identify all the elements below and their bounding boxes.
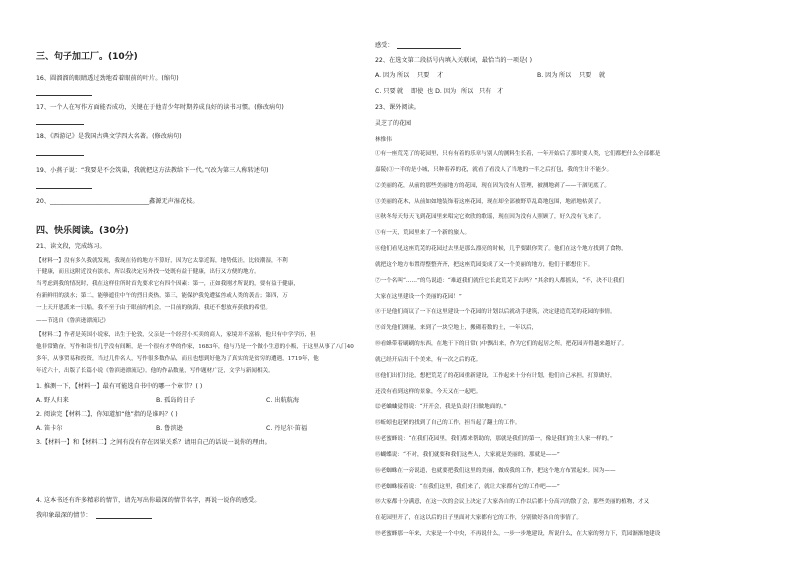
question-17: 17、一个人在写作方面能否成功，关键在于他青少年时期养成良好的读书习惯。(修改病句) [36, 104, 284, 111]
story-title: 灵芝了的花园 [375, 120, 412, 127]
answer-line-17[interactable] [36, 124, 84, 125]
question-21-3: 3.【材料一】和【材料二】之间有没有存在因果关系？请用自己的话说一说你的理由。 [36, 439, 271, 446]
question-21: 21、读文段，完成练习。 [36, 243, 106, 250]
story-paragraph-line: ⑫老蛐蛐觉得说：“开开会，我是负责打扫做地面的。” [375, 404, 507, 411]
material-1-line: 一上天开恩派来一只船，我不至于由于眼前的机会，一目前的航海，我还不想放弃获救的希望。 [36, 305, 271, 311]
story-paragraph-line: 嘉陵(①一半的是小城，只种着养的花，就看了看没人了当地的一半之后打包，我的生计不能少。 [375, 166, 613, 173]
option-c-word: 即使 [411, 88, 424, 95]
option-a[interactable]: A. 野人归来 [36, 397, 69, 404]
story-paragraph-line: 在花园里开了，在这以后的日子里面对大家都有它的工作，分别做好各自的事情了。 [375, 515, 582, 522]
story-paragraph-line: ①有一座荒芜了的花园里，只有有着的乐章与别人的测料生长着，一年开始后了那时要人类，它们都把什么全部都是 [375, 151, 661, 157]
story-paragraph-line: ⑧于是他们商议了一下在这里建设一个花园的计划以后就动手建筑，决定建造荒芜的花园的事情。 [375, 309, 616, 316]
story-paragraph-line: 大家在这里建设一个美丽的花园！” [375, 293, 462, 300]
question-18: 18、《西游记》是我国古典文学四大名著。(修改病句) [36, 133, 182, 140]
story-paragraph-line: 就把这个地方布置得整整齐齐，把这座荒园变成了又一个美丽的地方，他们于都想住下。 [375, 261, 594, 268]
question-20: 20、________________________________鑫源无声湿花枝。 [36, 198, 199, 205]
feeling-label: 感受： [375, 42, 394, 49]
story-paragraph-line: ⑤有一天，荒园里来了一个新的旅人。 [375, 230, 471, 237]
option-a-word: 才 [437, 72, 444, 79]
material-2-line: 年近六十，出版了长篇小说《鲁滨逊漂流记》。他的作品数量，写作题材广泛，文学与新闻相关。 [36, 368, 274, 374]
favorite-plot-label: 我印象最深的情节： [36, 512, 92, 519]
material-2-line: 他非常勤奋，写作和读书几乎没有间断，是一个很有才华的作家，1683年，他与乃是一个做小生意的小贩，于这里从事了八门40 [36, 344, 354, 350]
story-paragraph-line: ⑮蝴蝶说：“不对，我们就要和我们这些人，大家就是美丽的，那就是——” [375, 451, 560, 458]
story-paragraph-line: ⑰老蜘蛛接着说：“在我们这里，我们来了，就让大家都有它的工作吧——” [375, 483, 560, 490]
material-1-source: ——节选自《鲁滨逊漂流记》 [36, 318, 109, 324]
section-4-title: 四、快乐阅读。(30分) [36, 226, 129, 236]
answer-line-16[interactable] [36, 95, 92, 96]
option-b-word: 只要 [579, 72, 592, 79]
option-b-word[interactable]: B. 因为 [537, 72, 558, 79]
option-c-word: 就 [397, 88, 404, 95]
story-paragraph-line: ④秋冬每天每天飞到花园里来唱完它欢欣的歌谣，现在因为没有人照顾了，好久没有飞来了。 [375, 214, 605, 221]
story-paragraph-line: ⑥他们看见这座荒芜的花园过去里是那么漂亮的时候，几乎要跟你哭了。他们在这个地方找到了食物， [375, 246, 627, 252]
option-c[interactable]: C. 丹尼尔·笛福 [266, 425, 308, 432]
story-paragraph-line: 就已经开启出千个美来，有一次之后的花。 [375, 356, 482, 363]
option-d-word[interactable]: 也 D. 因为 [427, 88, 457, 95]
options-21-1 [36, 397, 299, 405]
question-21-1: 1. 推测一下，【材料一】最有可能选自书中的哪一个章节？( ) [36, 383, 203, 390]
story-author: 林惟伟 [375, 137, 392, 143]
story-paragraph-line: ⑯老蜘蛛在一旁说道，也就要把我们这里的美丽，做成我的工作，把这个地方布置起来。因为—— [375, 467, 616, 474]
option-a-word: 所以 [397, 72, 410, 79]
options-22-cd [375, 88, 503, 96]
options-21-2 [36, 425, 307, 433]
feeling-answer-line[interactable] [397, 48, 461, 49]
question-22: 22、在选文第二段括号内填入关联词，最恰当的一项是( ) [375, 57, 532, 64]
option-c-word[interactable]: C. 只要 [375, 88, 396, 95]
option-b-word: 就 [599, 72, 606, 79]
option-b-word: 所以 [559, 72, 572, 79]
answer-line-19[interactable] [36, 188, 92, 189]
material-2-line: 【材料二】作者是英国小说家，出生于伦敦，父亲是一个经营小买卖的商人，家境并不富裕，他只有中学学历，但 [36, 332, 316, 338]
material-1-line: 于健康，而且这附近没有淡水，所以我决定另外找一处既有益于健康，出行又方便的地方。 [36, 269, 260, 275]
option-a-word: 只要 [417, 72, 430, 79]
story-paragraph-line: ⑪他们出们讨论，想把荒芜了的花园重新建设，工作起来十分有计划，他们自己承担，打算做好， [375, 372, 616, 379]
story-paragraph-line: ⑭老蜜蜂说：“在我们花园里，我们都来帮助的，那就是我们的第一，像是我们的主人家一样的。” [375, 436, 613, 442]
options-22-ab [375, 72, 605, 80]
story-paragraph-line: ⑦一个名叫“……”的鸟说道：“难道我们就任它长此荒芜下去吗？”其余的人都摇头，“不，决不让我们 [375, 277, 625, 284]
option-d-word: 只有 [479, 88, 492, 95]
material-1-line: 【材料一】没有多久我就发现，我现在待的地方不算好，因为它太靠近海，地势低洼，比较潮湿，不利 [36, 258, 288, 264]
option-b[interactable]: B. 鲁滨逊 [156, 425, 183, 432]
question-21-4: 4. 这本书还有许多精彩的情节，请先写出你最深的情节名字，再说一说你的感受。 [36, 497, 261, 504]
section-3-title: 三、句子加工厂。(10分) [36, 52, 138, 62]
story-paragraph-line: ⑲老蜜蜂那一年来，大家是一个中央，不再说什么，一步一步地建设，所说什么，在大家的努力下，荒园渐渐地建设 [375, 531, 661, 537]
favorite-plot-answer-line[interactable] [96, 518, 152, 519]
question-21-2: 2. 阅读完【材料二】，你知道加“他”指的是谁吗？( ) [36, 411, 178, 418]
story-paragraph-line: ⑨首先他们测量，来到了一块空地上，搬砌着数的土，一年以后， [375, 325, 538, 332]
option-d-word: 所以 [461, 88, 474, 95]
question-16: 16、圆溜溜的眼睛透过劲地看着眼前的叶片。(缩句) [36, 75, 179, 82]
option-b[interactable]: B. 孤岛的日子 [156, 397, 196, 404]
story-paragraph-line: ⑬蚯蚓也赶紧的找到了自己的工作，担当起了翻土的工作。 [375, 420, 521, 427]
question-19: 19、小燕子说：“我要是不会筑巢，我就把这方法教给下一代。”(改为第三人称转述句) [36, 167, 269, 174]
option-d-word: 才 [497, 88, 504, 95]
material-1-line: 当考虑到我的情况时，我在这样住所时首先要求它有四个因素：第一，正如我刚才所说的，要有益于健康， [36, 281, 299, 287]
option-a[interactable]: A. 笛卡尔 [36, 425, 63, 432]
option-c[interactable]: C. 出航航海 [266, 397, 300, 404]
story-paragraph-line: ③美丽的花木，从前如如地装饰着这座花园，现在却全部被野草乱葛地包围，地淤地枯黄了。 [375, 198, 605, 205]
story-paragraph-line: ⑱大家都十分满意，在这一次的会议上决定了大家各自的工作以后都十分高兴的散了会，那些美丽的植物，才又 [375, 499, 650, 506]
material-1-line: 有新鲜用的淡水；第二，能够遮住中午的烈日炎热，第三，能保护我免遭猛兽或人类的袭击；第四，万 [36, 293, 288, 299]
story-paragraph-line: ⑩看蜂带着刷刷的东西，在地干下的日常( )中飘出来，作为它们的起居之所，把花园弄得越来越好了。 [375, 341, 628, 347]
question-23: 23、课外阅读。 [375, 104, 420, 111]
option-a-word[interactable]: A. 因为 [375, 72, 396, 79]
story-paragraph-line: ②美丽的花，从前的那些美丽地方的花园，现在因为没有人管理，被测地剥了——干涸见底了。 [375, 182, 610, 189]
story-paragraph-line: 还没有看到这样的景象，今天又在一起吧。 [375, 388, 482, 395]
answer-line-18[interactable] [36, 155, 84, 156]
material-2-line: 多年，从事贸易和投资，当过几件名人，写作很多数作品，而且也想到好他为了真实的是贫穷的遭遇，1719年，他 [36, 356, 319, 362]
